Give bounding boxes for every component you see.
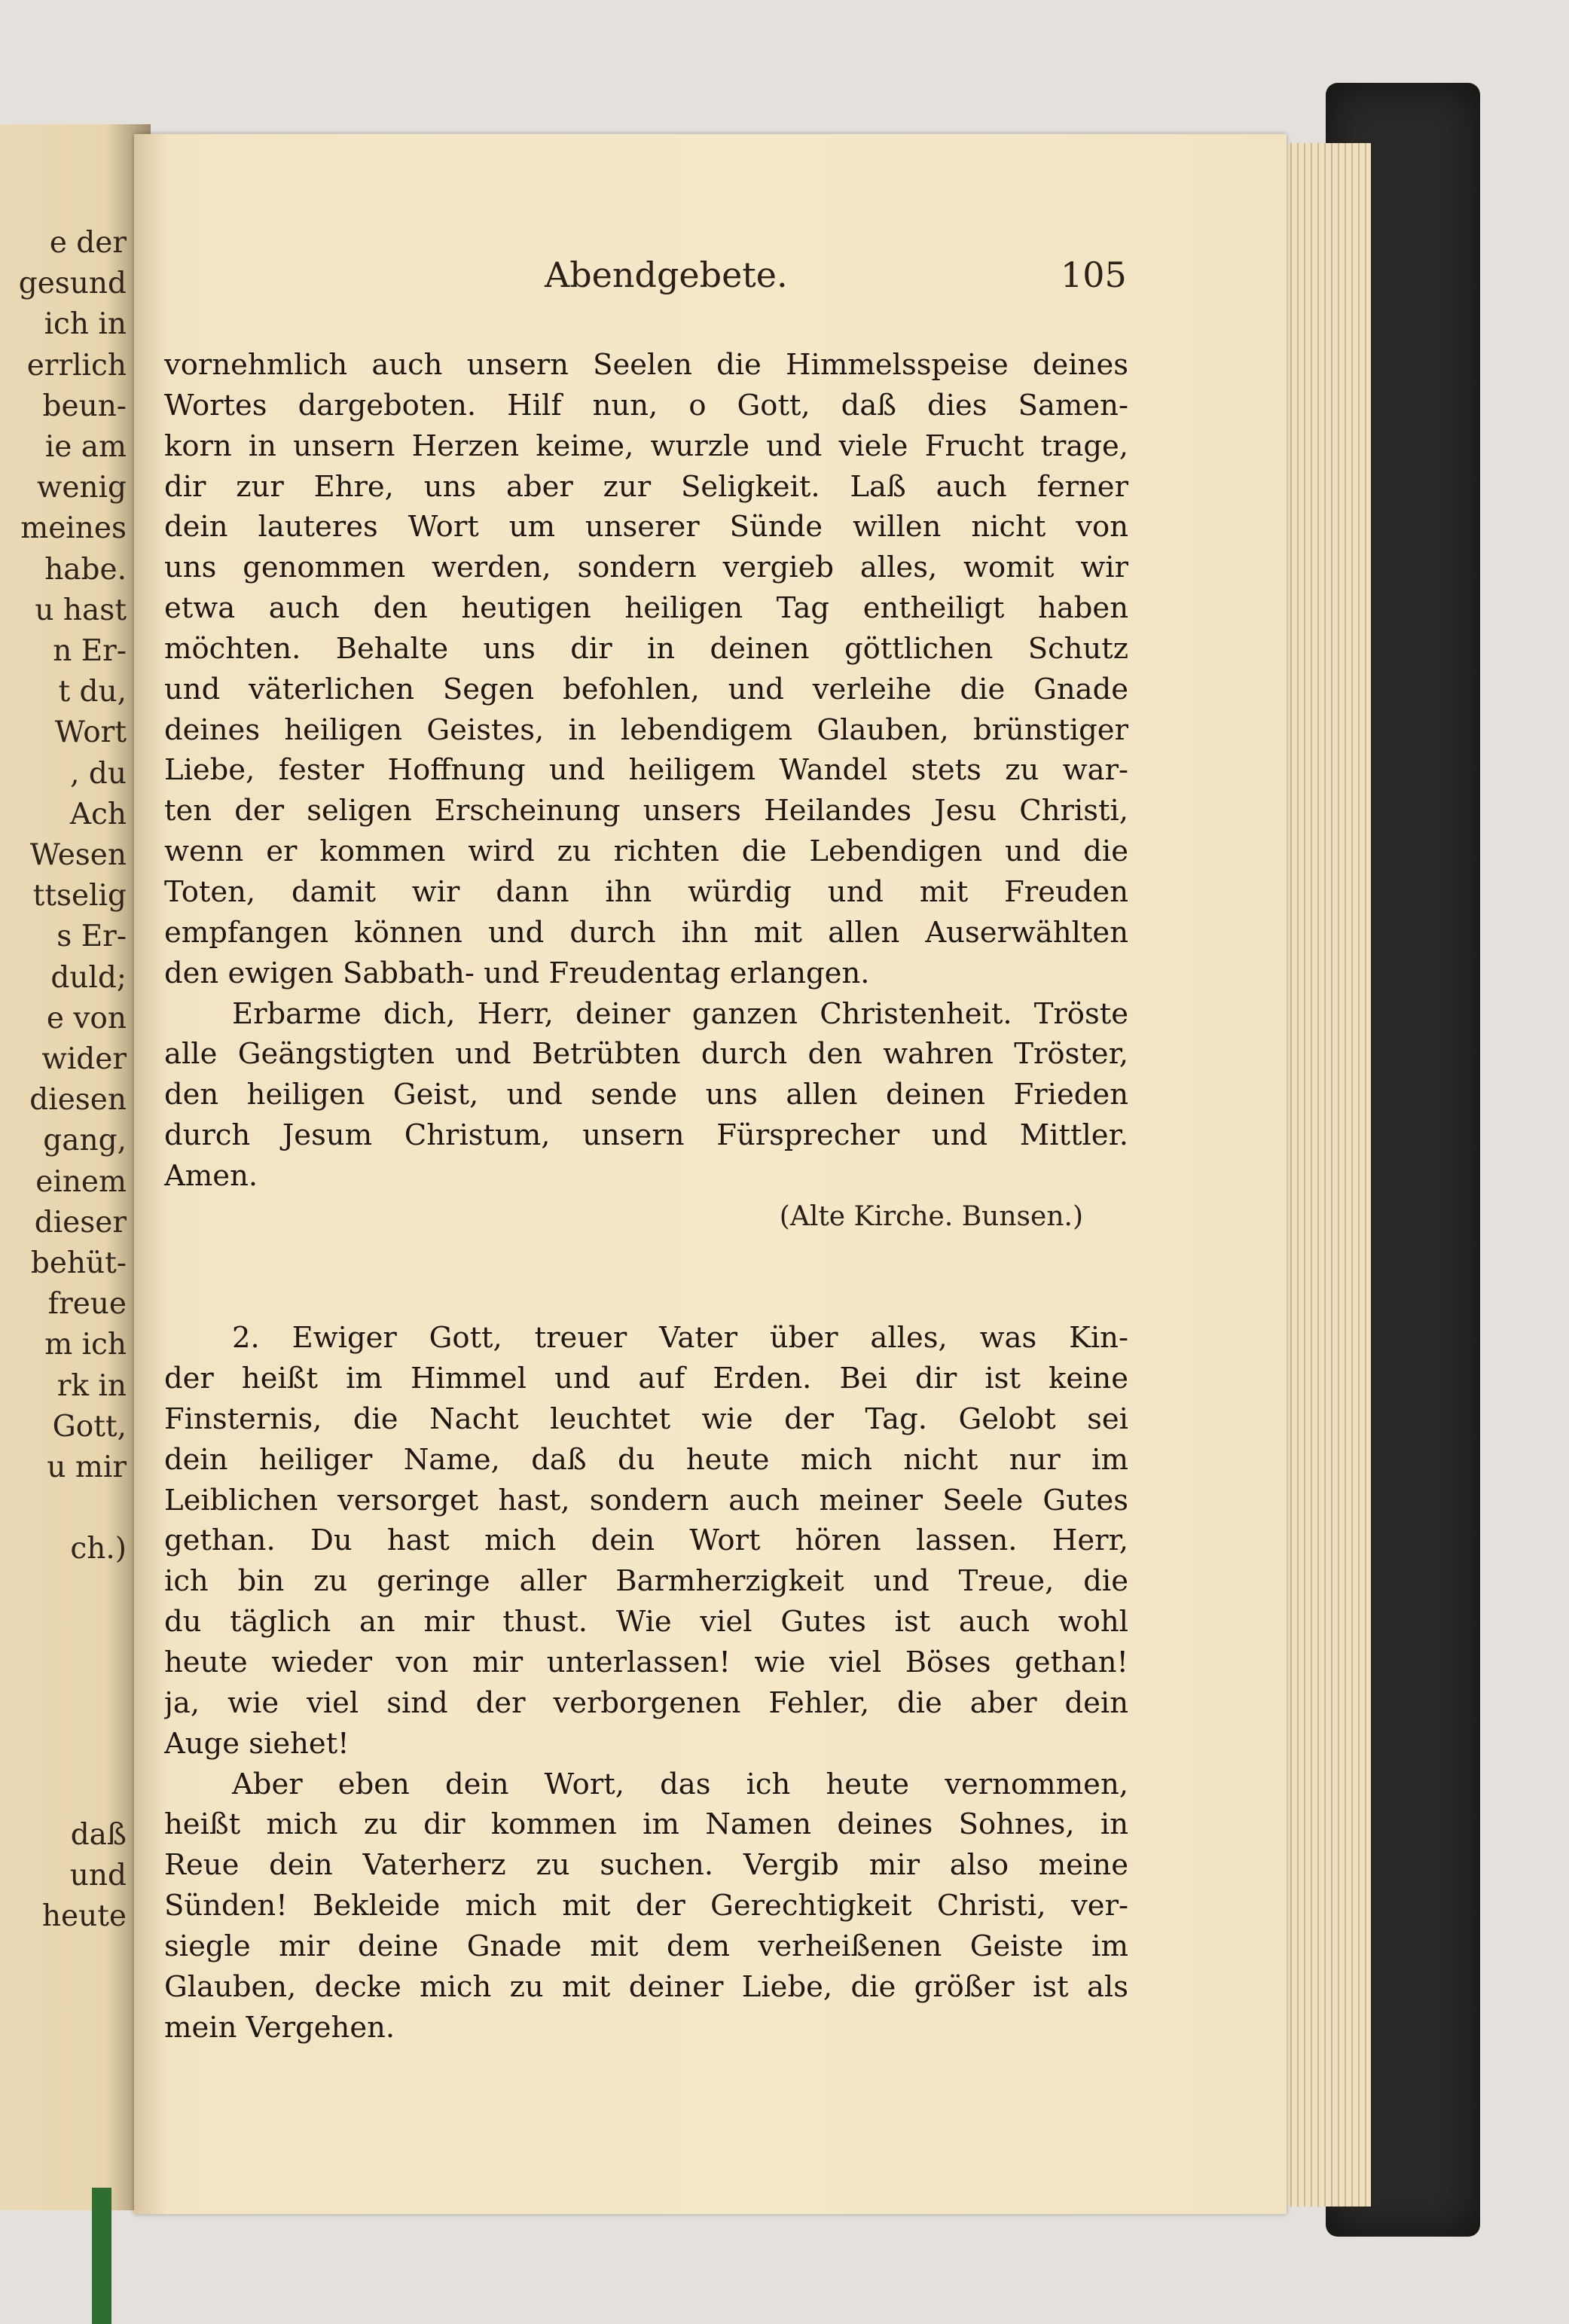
prayer-2	[164, 1318, 1128, 1764]
text-line: Wortes dargeboten. Hilf nun, o Gott, daß dies Samen-	[164, 388, 1128, 422]
left-page-line: Gott,	[52, 1409, 127, 1444]
left-page-line: diesen	[29, 1083, 127, 1118]
text-line: wenn er kommen wird zu richten die Lebendigen und die	[164, 834, 1128, 869]
text-line: möchten. Behalte uns dir in deinen göttlichen Schutz	[164, 631, 1128, 666]
attribution: (Alte Kirche. Bunsen.)	[779, 1200, 1083, 1232]
text-line: heute wieder von mir unterlassen! wie viel Böses gethan!	[164, 1645, 1128, 1679]
text-line: und väterlichen Segen befohlen, und verleihe die Gnade	[164, 672, 1128, 706]
left-page-line: wenig	[36, 471, 127, 505]
paragraph-1	[164, 345, 1128, 994]
text-line: du täglich an mir thust. Wie viel Gutes ist auch wohl	[164, 1605, 1128, 1639]
left-page-line: s Er-	[56, 920, 127, 954]
left-page-line: beun-	[42, 389, 127, 423]
right-page	[134, 134, 1287, 2214]
text-line: etwa auch den heutigen heiligen Tag entheiligt haben	[164, 591, 1128, 626]
text-line: alle Geängstigten und Betrübten durch den wahren Tröster,	[164, 1037, 1128, 1072]
text-line: Liebe, fester Hoffnung und heiligem Wandel stets zu war-	[164, 753, 1128, 788]
running-head	[134, 255, 1287, 300]
left-page-line: e von	[46, 1001, 127, 1035]
left-page-line: ich in	[44, 307, 127, 342]
left-page-line: ie am	[44, 430, 127, 464]
page-number: 105	[1061, 255, 1127, 295]
text-line: den heiligen Geist, und sende uns allen deinen Frieden	[164, 1078, 1128, 1112]
paragraph-2	[164, 994, 1128, 1197]
bookmark-ribbon	[92, 2188, 111, 2324]
text-line: Toten, damit wir dann ihn würdig und mit Freuden	[164, 874, 1128, 909]
text-line: Reue dein Vaterherz zu suchen. Vergib mir also meine	[164, 1848, 1128, 1883]
text-line: ten der seligen Erscheinung unsers Heilandes Jesu Christi,	[164, 794, 1128, 828]
text-line: mein Vergehen.	[164, 2010, 395, 2045]
text-line: Leiblichen versorget hast, sondern auch meiner Seele Gutes	[164, 1483, 1128, 1517]
left-page-line: ttselig	[32, 879, 127, 913]
text-line: Sünden! Bekleide mich mit der Gerechtigkeit Christi, ver-	[164, 1889, 1128, 1923]
left-page-line: m ich	[44, 1328, 127, 1362]
left-page-line: u hast	[35, 593, 127, 627]
left-page-line: einem	[35, 1164, 127, 1199]
left-page	[0, 124, 151, 2210]
left-page-line: gang,	[43, 1124, 127, 1158]
left-page-line: dieser	[34, 1205, 127, 1240]
text-line: dein lauteres Wort um unserer Sünde willen nicht von	[164, 510, 1128, 544]
left-page-line: rk in	[56, 1368, 127, 1403]
text-line: siegle mir deine Gnade mit dem verheißenen Geiste im	[164, 1929, 1128, 1963]
left-page-line: ch.)	[70, 1532, 127, 1566]
text-line: uns genommen werden, sondern vergieb alles, womit wir	[164, 551, 1128, 585]
left-page-line: wider	[41, 1042, 127, 1076]
left-page-line: Wesen	[29, 838, 127, 872]
left-page-line: u mir	[47, 1450, 127, 1484]
left-page-line: heute	[41, 1899, 127, 1934]
left-page-line: , du	[70, 756, 127, 791]
left-page-line: daß	[70, 1817, 127, 1852]
text-line: empfangen können und durch ihn mit allen Auserwählten	[164, 915, 1128, 950]
text-line: Auge siehet!	[164, 1726, 350, 1761]
section-title: Abendgebete.	[545, 255, 788, 295]
body-text	[164, 345, 1128, 2048]
text-line: Glauben, decke mich zu mit deiner Liebe, die größer ist als	[164, 1969, 1128, 2004]
left-page-line: habe.	[44, 552, 127, 587]
left-page-line: Ach	[69, 797, 127, 831]
text-line: Erbarme dich, Herr, deiner ganzen Christenheit. Tröste	[232, 996, 1128, 1031]
text-line: der heißt im Himmel und auf Erden. Bei dir ist keine	[164, 1362, 1128, 1396]
text-line: den ewigen Sabbath- und Freudentag erlangen.	[164, 956, 870, 990]
text-line: Finsternis, die Nacht leuchtet wie der Tag. Gelobt sei	[164, 1401, 1128, 1436]
section-gap	[164, 1237, 1128, 1319]
left-page-line: behüt-	[30, 1246, 127, 1280]
left-page-line: e der	[49, 226, 127, 260]
text-line: ich bin zu geringe aller Barmherzigkeit und Treue, die	[164, 1564, 1128, 1599]
left-page-line: duld;	[50, 960, 127, 995]
left-page-line: t du,	[58, 675, 127, 709]
text-line: ja, wie viel sind der verborgenen Fehler, die aber dein	[164, 1685, 1128, 1720]
left-page-line: Wort	[54, 715, 127, 750]
text-line: 2. Ewiger Gott, treuer Vater über alles, was Kin-	[232, 1321, 1128, 1356]
left-page-line: freue	[47, 1287, 127, 1322]
paragraph-4	[164, 1764, 1128, 2048]
text-line: gethan. Du hast mich dein Wort hören lassen. Herr,	[164, 1523, 1128, 1558]
text-line: deines heiligen Geistes, in lebendigem Glauben, brünstiger	[164, 712, 1128, 747]
text-line: durch Jesum Christum, unsern Fürsprecher und Mittler.	[164, 1118, 1128, 1153]
text-line: heißt mich zu dir kommen im Namen deines Sohnes, in	[164, 1807, 1128, 1842]
left-page-line: meines	[20, 511, 127, 546]
left-page-line: errlich	[26, 348, 127, 383]
left-page-line: und	[69, 1859, 127, 1892]
left-page-line: n Er-	[53, 634, 127, 668]
text-line: vornehmlich auch unsern Seelen die Himmelsspeise deines	[164, 348, 1128, 382]
text-line: Amen.	[164, 1158, 258, 1193]
text-line: dir zur Ehre, uns aber zur Seligkeit. Laß auch ferner	[164, 469, 1128, 504]
text-line: Aber eben dein Wort, das ich heute vernommen,	[232, 1767, 1128, 1801]
left-page-line: gesund	[18, 267, 127, 301]
text-line: dein heiliger Name, daß du heute mich nicht nur im	[164, 1442, 1128, 1477]
text-line: korn in unsern Herzen keime, wurzle und viele Frucht trage,	[164, 429, 1128, 463]
